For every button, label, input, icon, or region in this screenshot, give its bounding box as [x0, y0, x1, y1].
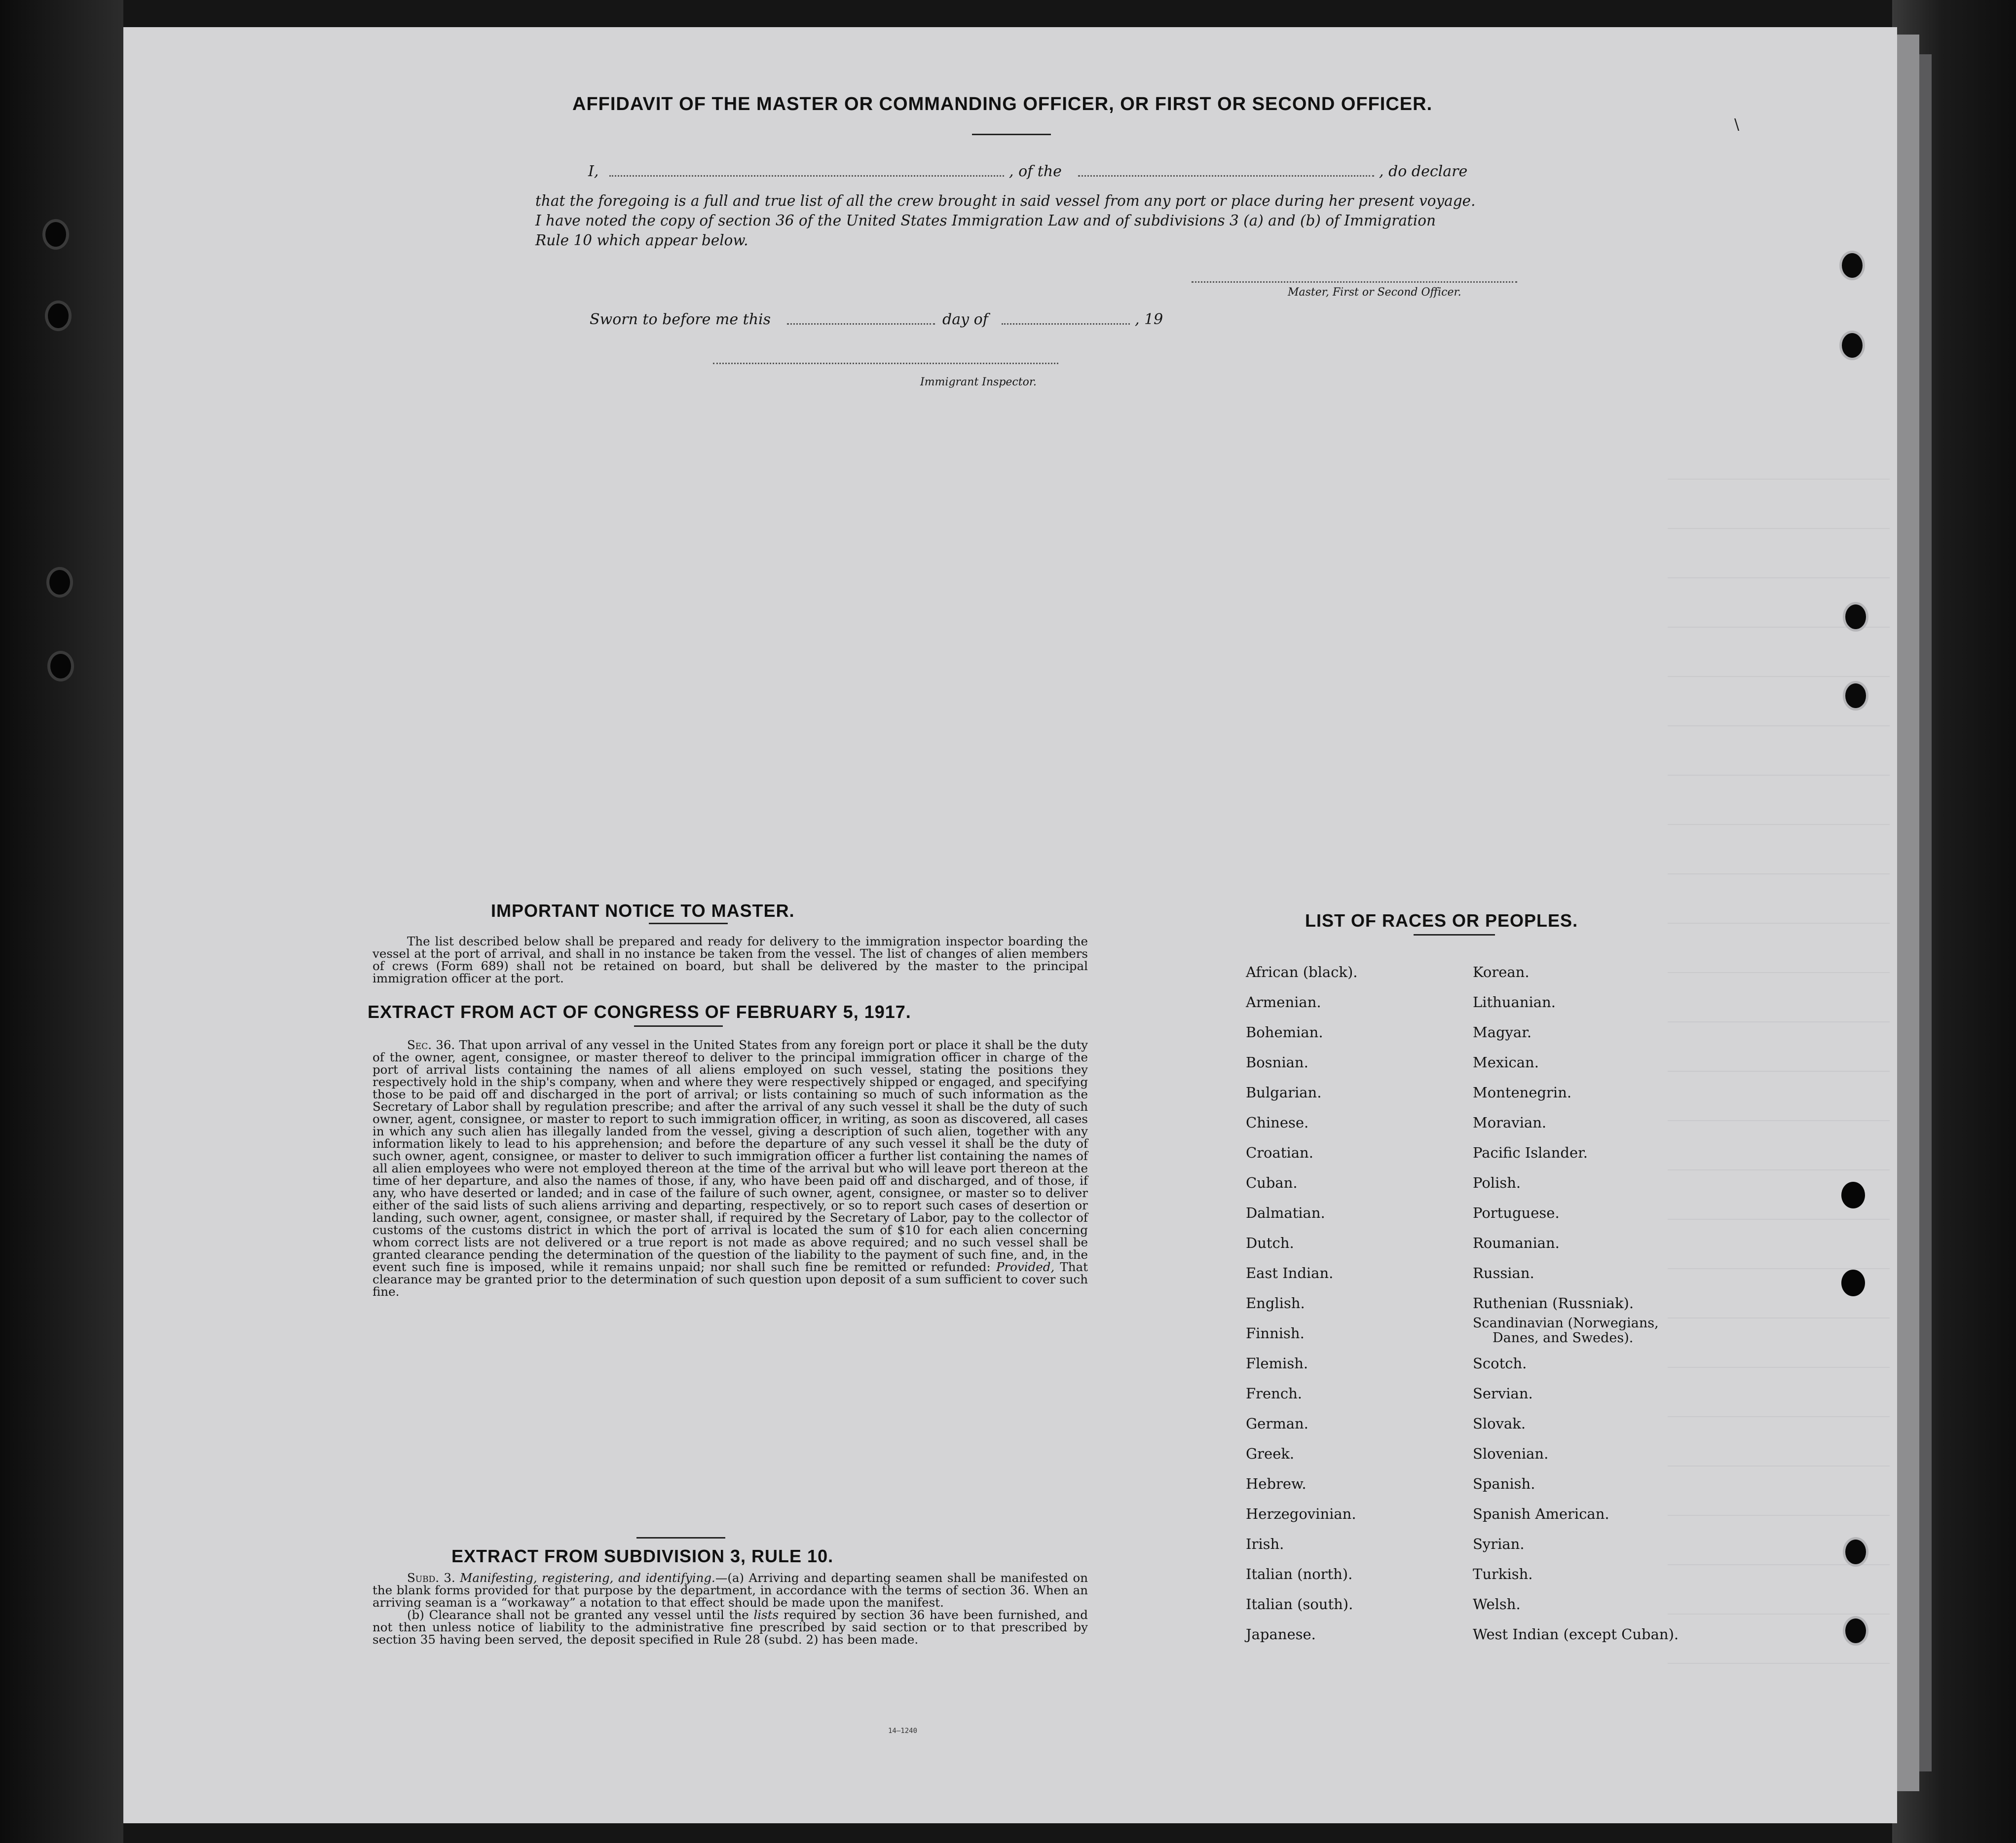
- bleed-through-rule: [1668, 923, 1890, 924]
- races-title: LIST OF RACES OR PEOPLES.: [1305, 910, 1578, 931]
- binder-hole: [1841, 1182, 1865, 1208]
- binder-hole: [1845, 1618, 1866, 1643]
- race-item: Magyar.: [1473, 1024, 1532, 1041]
- para-a-label: —(a): [715, 1571, 745, 1585]
- race-item: Irish.: [1246, 1536, 1284, 1552]
- race-item: German.: [1246, 1415, 1308, 1432]
- race-item: English.: [1246, 1295, 1305, 1312]
- race-item: Spanish American.: [1473, 1505, 1609, 1522]
- race-item: Finnish.: [1246, 1325, 1305, 1342]
- bleed-through-rule: [1668, 1169, 1890, 1170]
- bleed-through-rule: [1668, 1466, 1890, 1467]
- bleed-through-rule: [1668, 1021, 1890, 1022]
- bleed-through-rule: [1668, 1219, 1890, 1220]
- notice-title-rule: [649, 923, 728, 924]
- subdivision-a-paragraph: [373, 1572, 1088, 1609]
- extract-rule-text: [373, 1572, 1088, 1646]
- master-name-blank: [609, 175, 1004, 177]
- section-36-paragraph: [373, 1039, 1088, 1298]
- race-item: West Indian (except Cuban).: [1473, 1626, 1679, 1643]
- affidavit-title-rule: [972, 134, 1051, 135]
- extract-rule-top-rule: [636, 1537, 725, 1539]
- sworn-prefix: Sworn to before me this: [590, 311, 771, 328]
- underlying-page-edge: [1897, 35, 1919, 1791]
- bleed-through-rule: [1668, 873, 1890, 874]
- affidavit-of-the: , of the: [1009, 163, 1062, 180]
- race-item: Croatian.: [1246, 1144, 1313, 1161]
- race-item: Armenian.: [1246, 994, 1321, 1011]
- race-item: Servian.: [1473, 1385, 1533, 1402]
- binder-hole: [45, 222, 66, 247]
- section-label: Sec. 36.: [407, 1038, 455, 1052]
- bleed-through-rule: [1668, 1071, 1890, 1072]
- bleed-through-rule: [1668, 1614, 1890, 1615]
- para-b-start: Clearance shall not be granted any vessel until the: [429, 1608, 749, 1622]
- race-item: Herzegovinian.: [1246, 1505, 1356, 1522]
- race-item: Moravian.: [1473, 1114, 1547, 1131]
- race-item: Bulgarian.: [1246, 1084, 1322, 1101]
- race-item: Flemish.: [1246, 1355, 1308, 1372]
- affidavit-title: AFFIDAVIT OF THE MASTER OR COMMANDING OFFICER, OR FIRST OR SECOND OFFICER.: [572, 94, 1433, 114]
- subd-label: Subd. 3.: [407, 1571, 455, 1585]
- race-item: Polish.: [1473, 1174, 1521, 1191]
- bleed-through-rule: [1668, 528, 1890, 529]
- race-item: Korean.: [1473, 964, 1530, 980]
- sworn-month-blank: [1002, 323, 1130, 325]
- race-item: Cuban.: [1246, 1174, 1298, 1191]
- extract-rule-title: EXTRACT FROM SUBDIVISION 3, RULE 10.: [451, 1546, 834, 1566]
- race-item: Roumanian.: [1473, 1235, 1560, 1251]
- extract-act-text: [373, 1039, 1088, 1298]
- vessel-name-blank: [1078, 175, 1374, 177]
- sworn-day-of: day of: [942, 311, 988, 328]
- race-item: Dutch.: [1246, 1235, 1294, 1251]
- race-item: Bohemian.: [1246, 1024, 1323, 1041]
- notice-text: [373, 935, 1088, 984]
- race-item: Hebrew.: [1246, 1475, 1307, 1492]
- subdivision-b-paragraph: [373, 1609, 1088, 1646]
- binder-hole: [1845, 683, 1866, 708]
- para-b-label: (b): [407, 1608, 424, 1622]
- race-item: Slovenian.: [1473, 1445, 1549, 1462]
- binder-hole: [1842, 253, 1863, 278]
- section-36-text: That upon arrival of any vessel in the United States from any foreign port or place it shall be the duty of the owner, agent, consignee, or master thereof to deliver to the principal immigration officer in charge of the port of arrival lists containing the names of all aliens employed on such vessel, stating the positions they respectively hold in the ship's company, when and where they were respectively shipped or engaged, and specifying those to be paid off and discharged in the port of arrival; or lists containing so much of such information as the Secretary of Labor shall by regulation prescribe; and after the arrival of any such vessel it shall be the duty of such owner, agent, consignee, or master to report to such immigration officer, in writing, as soon as discovered, all cases in which any such alien has illegally landed from the vessel, giving a description of such alien, together with any information likely to lead to his apprehension; and before the departure of any such vessel it shall be the duty of such owner, agent, consignee, or master to deliver to such immigration officer a further list containing the names of all alien employees who were not employed thereon at the time of the arrival but who will leave port thereon at the time of her departure, and also the names of those, if any, who have been paid off and discharged, and of those, if any, who have deserted or landed; and in case of the failure of such owner, agent, consignee, or master so to deliver either of the said lists of such aliens arriving and departing, respectively, or so to report such cases of desertion or landing, such owner, agent, consignee, or master shall, if required by the Secretary of Labor, pay to the collector of customs of the customs district in which the port of arrival is located the sum of $10 for each alien concerning whom correct lists are not delivered or a true report is not made as above required; and no such vessel shall be granted clearance pending the determination of the question of the liability to the payment of such fine, and, in the event such fine is imposed, while it remains unpaid; nor shall such fine be remitted or refunded:: [373, 1038, 1088, 1274]
- bleed-through-rule: [1668, 1663, 1890, 1664]
- race-item: Dalmatian.: [1246, 1204, 1325, 1221]
- bleed-through-rule: [1668, 824, 1890, 825]
- binder-hole: [50, 654, 71, 678]
- affidavit-declare-end: , do declare: [1379, 163, 1468, 180]
- race-item: Syrian.: [1473, 1536, 1525, 1552]
- bleed-through-rule: [1668, 1120, 1890, 1121]
- race-item: Portuguese.: [1473, 1204, 1560, 1221]
- extract-act-title: EXTRACT FROM ACT OF CONGRESS OF FEBRUARY 5, 1917.: [368, 1002, 911, 1022]
- bleed-through-rule: [1668, 1367, 1890, 1368]
- races-title-rule: [1414, 934, 1495, 936]
- form-number: 14—1240: [888, 1727, 918, 1735]
- race-item: Bosnian.: [1246, 1054, 1308, 1071]
- race-item: Slovak.: [1473, 1415, 1526, 1432]
- race-item: Chinese.: [1246, 1114, 1309, 1131]
- bleed-through-rule: [1668, 725, 1890, 726]
- para-a-text: Arriving and departing seamen shall be manifested on the blank forms provided for that purpose by the department, in accordance with the terms of section 36. When an arriving seaman is a “workaway” a notation to that effect should be made upon the manifest.: [373, 1571, 1088, 1610]
- binder-hole: [49, 570, 70, 595]
- sworn-day-blank: [787, 323, 935, 325]
- race-item: Mexican.: [1473, 1054, 1539, 1071]
- binder-hole: [1842, 333, 1863, 358]
- race-item: Scandinavian (Norwegians,: [1473, 1316, 1659, 1331]
- margin-pencil-mark: \: [1734, 116, 1740, 133]
- bleed-through-rule: [1668, 1564, 1890, 1565]
- race-item: Spanish.: [1473, 1475, 1535, 1492]
- race-item: Welsh.: [1473, 1596, 1521, 1613]
- bleed-through-rule: [1668, 479, 1890, 480]
- extract-act-title-rule: [634, 1025, 723, 1027]
- affidavit-line-4: Rule 10 which appear below.: [535, 232, 748, 249]
- binder-hole: [1845, 604, 1866, 629]
- bleed-through-rule: [1668, 577, 1890, 578]
- race-item: Japanese.: [1246, 1626, 1316, 1643]
- notice-title: IMPORTANT NOTICE TO MASTER.: [491, 901, 795, 921]
- binder-hole: [1845, 1540, 1866, 1564]
- bleed-through-rule: [1668, 1515, 1890, 1516]
- race-item: Danes, and Swedes).: [1493, 1330, 1634, 1346]
- affidavit-line-2: that the foregoing is a full and true list of all the crew brought in said vessel from any port or place during her present voyage.: [535, 192, 1476, 209]
- race-item: Russian.: [1473, 1265, 1534, 1281]
- race-item: Greek.: [1246, 1445, 1295, 1462]
- affidavit-line-3: I have noted the copy of section 36 of the United States Immigration Law and of subdivisions 3 (a) and (b) of Immigration: [535, 212, 1436, 229]
- notice-paragraph: The list described below shall be prepared and ready for delivery to the immigration inspector boarding the vessel at the port of arrival, and shall in no instance be taken from the vessel. The list of changes of alien members of crews (Form 689) shall not be retained on board, but shall be delivered by the master to the principal immigration officer at the port.: [373, 934, 1088, 985]
- race-item: African (black).: [1246, 964, 1358, 980]
- affidavit-declare-i: I,: [588, 163, 599, 180]
- race-item: Montenegrin.: [1473, 1084, 1572, 1101]
- race-item: East Indian.: [1246, 1265, 1334, 1281]
- bleed-through-rule: [1668, 1268, 1890, 1269]
- para-b-lists: lists: [753, 1608, 779, 1622]
- bleed-through-rule: [1668, 775, 1890, 776]
- race-item: French.: [1246, 1385, 1302, 1402]
- bleed-through-rule: [1668, 676, 1890, 677]
- race-item: Scotch.: [1473, 1355, 1527, 1372]
- race-item: Italian (north).: [1246, 1566, 1353, 1582]
- bleed-through-rule: [1668, 972, 1890, 973]
- manifest-page: [123, 27, 1897, 1823]
- underlying-page-edge-2: [1919, 54, 1932, 1771]
- sworn-year: , 19: [1135, 311, 1163, 328]
- race-item: Lithuanian.: [1473, 994, 1556, 1011]
- section-36-text-end: That clearance may be granted prior to the determination of such question upon deposit of a sum sufficient to cover such fine.: [373, 1260, 1088, 1299]
- para-b-text: required by section 36 have been furnished, and not then unless notice of liability to the administrative fine prescribed by said section or to that prescribed by section 35 having been served, the deposit specified in Rule 28 (subd. 2) has been made.: [373, 1608, 1088, 1647]
- subd-heading: Manifesting, registering, and identifying.: [460, 1571, 715, 1585]
- race-item: Pacific Islander.: [1473, 1144, 1588, 1161]
- signature-label: Master, First or Second Officer.: [1288, 286, 1461, 299]
- binder-hole: [1841, 1270, 1865, 1296]
- bleed-through-rule: [1668, 1416, 1890, 1417]
- signature-blank: [1192, 281, 1517, 283]
- binder-hole: [48, 303, 69, 328]
- provided-word: Provided,: [996, 1260, 1055, 1274]
- inspector-signature-blank: [713, 363, 1058, 364]
- race-item: Italian (south).: [1246, 1596, 1353, 1613]
- scan-border-left: [0, 0, 123, 1843]
- race-item: Ruthenian (Russniak).: [1473, 1295, 1634, 1312]
- race-item: Turkish.: [1473, 1566, 1533, 1582]
- inspector-label: Immigrant Inspector.: [920, 376, 1037, 388]
- bleed-through-rule: [1668, 1317, 1890, 1318]
